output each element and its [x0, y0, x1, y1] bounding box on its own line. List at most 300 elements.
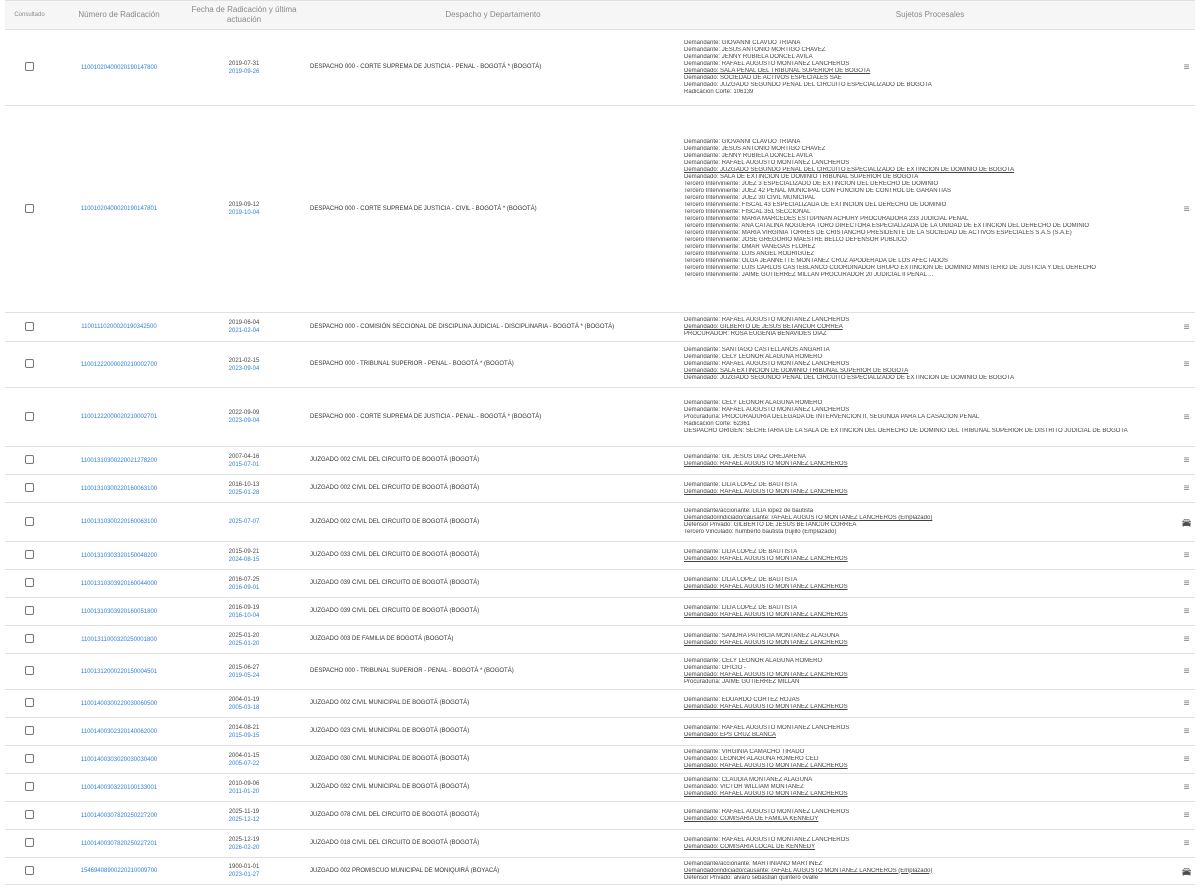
car-icon[interactable]: 🚘 [1181, 517, 1192, 527]
checkbox-icon[interactable] [25, 606, 34, 615]
consultado-cell [5, 570, 54, 598]
actions-cell [1178, 106, 1195, 313]
sujeto-procesal-line: Demandado: RAFAEL AUGUSTO MONTAÑEZ LANCHEROS [684, 488, 848, 495]
sujeto-procesal-line: Demandante: GIOVANNI CLAVIJO TRIANA [684, 139, 801, 145]
consultado-cell [5, 654, 54, 690]
hamburger-menu-icon[interactable]: ≡ [1183, 666, 1190, 677]
sujeto-procesal-line: DESPACHO ORIGEN: SECRETARIA DE LA SALA DE EXTINCION DEL DERECHO DE DOMINIO DEL TRIBUNAL SUPERIOR DE DISTRITO JUDICIAL DE BOGOTA [684, 427, 1128, 434]
despacho-cell: JUZGADO 078 CIVIL DEL CIRCUITO DE BOGOTÁ (BOGOTÁ) [304, 802, 682, 830]
hamburger-menu-icon[interactable]: ≡ [1183, 838, 1190, 849]
consultado-cell [5, 475, 54, 503]
fecha-cell [184, 106, 304, 313]
numero-radicacion-cell [54, 342, 184, 388]
despacho-cell: JUZGADO 033 CIVIL DEL CIRCUITO DE BOGOTÁ (BOGOTÁ) [304, 542, 682, 570]
actions-cell [1178, 626, 1195, 654]
consultado-cell [5, 718, 54, 746]
sujetos-procesales-cell [682, 570, 1178, 598]
despacho-cell: JUZGADO 002 PROMISCUO MUNICIPAL DE MONIQUIRÁ (BOYACÁ) [304, 858, 682, 885]
fecha-radicacion: 2015-06-27 [228, 664, 260, 671]
numero-radicacion-link[interactable]: 11001312000220150004501 [80, 668, 158, 675]
numero-radicacion-cell [54, 690, 184, 718]
sujeto-procesal-line: Demandado: RAFAEL AUGUSTO MONTAÑEZ LANCHEROS [684, 671, 848, 678]
fecha-cell [184, 447, 304, 475]
numero-radicacion-cell [54, 746, 184, 774]
ultima-actuacion-link[interactable]: 2026-02-20 [228, 844, 260, 851]
numero-radicacion-link[interactable]: 11001310300220160063100 [80, 485, 158, 492]
sujeto-procesal-line: Demandado: GILBERTO DE JESUS BETANCUR CORREA [684, 323, 843, 330]
table-row[interactable] [5, 802, 1195, 830]
checkbox-icon[interactable] [25, 698, 34, 707]
numero-radicacion-cell [54, 858, 184, 885]
consultado-cell [5, 690, 54, 718]
hamburger-menu-icon[interactable]: ≡ [1183, 606, 1190, 617]
actions-cell [1178, 388, 1195, 447]
checkbox-icon[interactable] [25, 666, 34, 675]
sujeto-procesal-line: Demandante: CELY LEONOR ALAGUNA ROMERO [684, 354, 823, 360]
numero-radicacion-link[interactable]: 11001110200020190342500 [81, 324, 157, 330]
consultado-cell [5, 598, 54, 626]
numero-radicacion-link[interactable]: 11001400307820250227200 [80, 812, 158, 819]
checkbox-icon[interactable] [25, 810, 34, 819]
actions-cell [1178, 475, 1195, 503]
despacho-cell: DESPACHO 000 - TRIBUNAL SUPERIOR - PENAL - BOGOTÁ * (BOGOTÁ) [304, 654, 682, 690]
table-row[interactable] [5, 774, 1195, 802]
table-row[interactable] [5, 690, 1195, 718]
checkbox-icon[interactable] [25, 866, 34, 875]
despacho-cell: JUZGADO 039 CIVIL DEL CIRCUITO DE BOGOTÁ (BOGOTÁ) [304, 598, 682, 626]
hamburger-menu-icon[interactable]: ≡ [1183, 455, 1190, 466]
despacho-cell: JUZGADO 032 CIVIL MUNICIPAL DE BOGOTÁ (BOGOTÁ) [304, 774, 682, 802]
ultima-actuacion-link[interactable]: 2024-08-15 [228, 556, 260, 563]
fecha-cell [184, 690, 304, 718]
table-row[interactable] [5, 570, 1195, 598]
sujetos-procesales-cell [682, 690, 1178, 718]
checkbox-icon[interactable] [25, 62, 34, 71]
ultima-actuacion-link[interactable]: 2016-10-04 [228, 612, 260, 619]
numero-radicacion-link[interactable]: 11001310303920160051800 [80, 608, 158, 615]
numero-radicacion-cell [54, 802, 184, 830]
sujeto-procesal-line: Tercero Interviniente: JUEZ 42 PENAL MUNICIPAL CON FUNCION DE CONTROL DE GARANTIAS [684, 188, 951, 194]
sujeto-procesal-line: Demandado: COMISARIA DE FAMILIA KENNEDY [684, 815, 819, 822]
hamburger-menu-icon[interactable]: ≡ [1183, 321, 1190, 333]
hamburger-menu-icon[interactable]: ≡ [1183, 754, 1190, 765]
sujeto-procesal-line: Tercero Interviniente: LUIS CARLOS CASTEBLANCO COORDINADOR GRUPO EXTINCION DE DOMINIO MINISTERIO DE JUSTICIA Y DEL DERECHO [684, 265, 1096, 271]
table-row[interactable] [5, 858, 1195, 885]
ultima-actuacion-link[interactable]: 2025-01-20 [228, 640, 260, 647]
sujeto-procesal-line: Tercero Interviniente: LUIS ANGEL RODRIGUEZ [684, 251, 815, 257]
sujeto-procesal-line: Demandante: CELY LEONOR ALAGUNA ROMERO [684, 399, 823, 406]
sujeto-procesal-line: Demandado: RAFAEL AUGUSTO MONTAÑEZ LANCHEROS [684, 791, 848, 797]
sujeto-procesal-line: Procuraduría: JAIME GUTIERREZ MILLAN [684, 678, 800, 685]
header-sujetos-procesales[interactable]: Sujetos Procesales [682, 1, 1178, 30]
actions-cell [1178, 503, 1195, 542]
results-table [5, 0, 1195, 885]
actions-cell [1178, 342, 1195, 388]
sujeto-procesal-line: Demandado: RAFAEL AUGUSTO MONTAÑEZ LANCHEROS [684, 763, 848, 769]
actions-cell [1178, 313, 1195, 342]
sujeto-procesal-line: Demandado: RAFAEL AUGUSTO MONTAÑEZ LANCHEROS [684, 703, 848, 710]
sujeto-procesal-line: Demandante: SANTIAGO CASTELLANOS ANGARITA [684, 347, 830, 353]
sujetos-procesales-cell [682, 774, 1178, 802]
sujeto-procesal-line: Demandante: JESUS ANTONIO MORTIGO CHAVEZ [684, 46, 826, 53]
despacho-cell: JUZGADO 002 CIVIL DEL CIRCUITO DE BOGOTÁ (BOGOTÁ) [304, 447, 682, 475]
numero-radicacion-cell [54, 654, 184, 690]
ultima-actuacion-link[interactable]: 2019-10-04 [228, 210, 260, 216]
despacho-cell: DESPACHO 000 - COMISIÓN SECCIONAL DE DISCIPLINA JUDICIAL - DISCIPLINARIA - BOGOTÁ * (BOGOTÁ) [304, 313, 682, 342]
sujeto-procesal-line: Demandante: EDUARDO CORTEZ ROJAS [684, 696, 800, 703]
sujeto-procesal-line: Demandado: JUZGADO SEGUNDO PENAL DEL CIRCUITO ESPECIALIZADO DE BOGOTA [684, 81, 932, 88]
header-numero-radicacion[interactable]: Número de Radicación [54, 1, 184, 30]
hamburger-menu-icon[interactable]: ≡ [1183, 483, 1190, 494]
consultado-cell [5, 626, 54, 654]
hamburger-menu-icon[interactable]: ≡ [1183, 782, 1190, 793]
numero-radicacion-link[interactable]: 11001020400020190147801 [80, 206, 158, 212]
ultima-actuacion-link[interactable]: 2023-09-04 [228, 418, 260, 424]
table-row[interactable] [5, 106, 1195, 313]
numero-radicacion-cell [54, 570, 184, 598]
table-row[interactable] [5, 313, 1195, 342]
numero-radicacion-link[interactable]: 11001310303320150048200 [80, 552, 158, 559]
ultima-actuacion-link[interactable]: 2025-07-07 [228, 519, 260, 525]
consultado-cell [5, 313, 54, 342]
sujeto-procesal-line: Demandante: RAFAEL AUGUSTO MONTAÑEZ LANCHEROS [684, 808, 850, 815]
sujeto-procesal-line: Tercero Interviniente: JAIME GUTIERREZ MILLAN PROCURADOR 20 JUDICIAL II PENAL ... [684, 272, 934, 278]
header-fecha[interactable]: Fecha de Radicación y última actuación [184, 1, 304, 30]
fecha-radicacion: 2016-07-25 [228, 576, 260, 583]
table-row[interactable] [5, 598, 1195, 626]
car-icon[interactable]: 🚘 [1181, 866, 1192, 876]
actions-cell [1178, 30, 1195, 106]
hamburger-menu-icon[interactable]: ≡ [1183, 203, 1190, 215]
sujeto-procesal-line: Demandante: JESUS ANTONIO MORTIGO CHAVEZ [684, 146, 826, 152]
consultado-cell [5, 774, 54, 802]
fecha-cell [184, 570, 304, 598]
actions-cell [1178, 542, 1195, 570]
actions-cell [1178, 858, 1195, 885]
table-row[interactable] [5, 830, 1195, 858]
actions-cell [1178, 598, 1195, 626]
sujetos-procesales-cell [682, 830, 1178, 858]
numero-radicacion-cell [54, 503, 184, 542]
sujetos-procesales-cell [682, 342, 1178, 388]
sujeto-procesal-line: Demandado: RAFAEL AUGUSTO MONTAÑEZ LANCHEROS [684, 555, 848, 562]
numero-radicacion-link[interactable]: 11001310303920160044000 [80, 580, 158, 587]
fecha-cell [184, 388, 304, 447]
fecha-cell [184, 542, 304, 570]
sujeto-procesal-line: Tercero Interviniente: ANA CATALINA NOGUERA TORO DIRECTORA ESPECIALIZADA DE LA UNIDAD DE EXTINCIÓN DEL DERECHO DE DOMINIO [684, 223, 1089, 229]
table-row[interactable] [5, 718, 1195, 746]
sujetos-procesales-cell [682, 654, 1178, 690]
hamburger-menu-icon[interactable]: ≡ [1183, 578, 1190, 589]
checkbox-icon[interactable] [25, 483, 34, 492]
fecha-radicacion: 2025-12-19 [228, 836, 260, 843]
despacho-cell: JUZGADO 030 CIVIL MUNICIPAL DE BOGOTÁ (BOGOTÁ) [304, 746, 682, 774]
fecha-cell [184, 598, 304, 626]
actions-cell [1178, 654, 1195, 690]
table-row[interactable] [5, 475, 1195, 503]
fecha-cell [184, 626, 304, 654]
actions-cell [1178, 774, 1195, 802]
sujeto-procesal-line: Demandado: RAFAEL AUGUSTO MONTAÑEZ LANCHEROS [684, 460, 848, 467]
sujeto-procesal-line: Demandado: LEONOR ALAGUNA ROMERO CELI [684, 756, 819, 762]
sujeto-procesal-line: PROCURADOR: ROSA EUGENIA BENAVIDES DIAZ [684, 330, 827, 337]
table-row[interactable] [5, 746, 1195, 774]
numero-radicacion-cell [54, 830, 184, 858]
sujetos-procesales-cell [682, 106, 1178, 313]
ultima-actuacion-link[interactable]: 2025-12-12 [228, 816, 260, 823]
sujetos-procesales-cell [682, 718, 1178, 746]
fecha-radicacion: 2007-04-16 [228, 453, 260, 460]
table-body [5, 30, 1195, 885]
sujeto-procesal-line: Demandante: GIL JESUS DIAZ OREJARENA [684, 453, 806, 460]
checkbox-icon[interactable] [25, 782, 34, 791]
sujeto-procesal-line: Tercero Interviniente: FISCAL 351 SECCIONAL [684, 209, 811, 215]
actions-cell [1178, 447, 1195, 475]
fecha-radicacion: 2016-09-19 [228, 604, 260, 611]
ultima-actuacion-link[interactable]: 2019-05-24 [228, 672, 260, 679]
sujeto-procesal-line: Demandado: SOCIEDAD DE ACTIVOS ESPECIALES SAE [684, 74, 842, 81]
table-row[interactable] [5, 654, 1195, 690]
fecha-cell [184, 802, 304, 830]
numero-radicacion-link[interactable]: 11001400303020030030400 [80, 756, 158, 763]
sujeto-procesal-line: Demandado: COMISARIA LOCAL DE KENNEDY [684, 843, 816, 850]
table-row[interactable] [5, 542, 1195, 570]
sujeto-procesal-line: Demandado: VICTOR WILLIAM MONTAÑEZ [684, 784, 804, 790]
sujeto-procesal-line: Demandante: LILIA LOPEZ DE BAUTISTA [684, 548, 798, 555]
sujeto-procesal-line: Demandante: VIRGINIA CAMACHO TIRADO [684, 749, 805, 755]
sujeto-procesal-line: Demandado: RAFAEL AUGUSTO MONTAÑEZ LANCHEROS [684, 639, 848, 646]
ultima-actuacion-link[interactable]: 2015-09-15 [228, 732, 260, 739]
sujeto-procesal-line: Tercero Interviniente: OMAR VANEGAS FLOREZ [684, 244, 816, 250]
sujeto-procesal-line: Procuraduría: PROCURADURÍA DELEGADA DE INTERVENCIÓN II, SEGUNDA PARA LA CASACIÓN PENAL [684, 413, 980, 420]
header-consultado[interactable]: Consultado [5, 1, 54, 30]
sujeto-procesal-line: Demandante: RAFAEL AUGUSTO MONTAÑEZ LANCHEROS [684, 406, 850, 413]
table-row[interactable] [5, 342, 1195, 388]
sujeto-procesal-line: Demandante: LILIA LOPEZ DE BAUTISTA [684, 481, 798, 488]
despacho-cell: JUZGADO 039 CIVIL DEL CIRCUITO DE BOGOTÁ (BOGOTÁ) [304, 570, 682, 598]
numero-radicacion-link[interactable]: 11001400300220030060500 [80, 700, 158, 707]
despacho-cell: DESPACHO 000 - CORTE SUPREMA DE JUSTICIA - PENAL - BOGOTÁ * (BOGOTÁ) [304, 388, 682, 447]
despacho-cell: JUZGADO 002 CIVIL DEL CIRCUITO DE BOGOTÁ (BOGOTÁ) [304, 475, 682, 503]
sujeto-procesal-line: Demandante: JENNY RUBIELA DONCEL AVILA [684, 53, 813, 60]
numero-radicacion-link[interactable]: 11001400307820250227201 [80, 840, 158, 847]
checkbox-icon[interactable] [25, 517, 34, 526]
sujetos-procesales-cell [682, 447, 1178, 475]
fecha-radicacion: 2019-09-12 [228, 202, 260, 208]
fecha-radicacion: 2004-01-19 [228, 696, 260, 703]
numero-radicacion-cell [54, 30, 184, 106]
ultima-actuacion-link[interactable]: 2019-09-26 [228, 68, 260, 75]
sujeto-procesal-line: Demandado: JUZGADO SEGUNDO PENAL DEL CIRCUITO ESPECIALIZADO DE EXTINCION DE DOMINIO DE BOGOTA [684, 375, 1015, 381]
sujeto-procesal-line: Tercero Interviniente: JUEZ 3 ESPECIALIZADO DE EXTINCION DEL DERECHO DE DOMINIO [684, 181, 939, 187]
hamburger-menu-icon[interactable]: ≡ [1183, 62, 1190, 73]
sujeto-procesal-line: Defensor Privado: alvaro sebastian quintero ovalle [684, 874, 819, 881]
ultima-actuacion-link[interactable]: 2005-03-18 [228, 704, 260, 711]
numero-radicacion-link[interactable]: 11001222000020210002701 [80, 414, 158, 420]
fecha-radicacion: 2021-02-15 [228, 357, 260, 364]
consultado-cell [5, 342, 54, 388]
sujeto-procesal-line: Demandado: SALA DE EXTINCION DE DOMINIO TRIBUNAL SUPERIOR DE BOGOTA [684, 174, 919, 180]
numero-radicacion-link[interactable]: 11001222000020210002700 [80, 361, 158, 368]
sujeto-procesal-line: Tercero Interviniente: JUEZ 30 CIVIL MUNICIPAL [684, 195, 816, 201]
checkbox-icon[interactable] [25, 578, 34, 587]
numero-radicacion-link[interactable]: 15469408900220210009700 [80, 868, 158, 874]
checkbox-icon[interactable] [25, 204, 34, 213]
checkbox-icon[interactable] [25, 838, 34, 847]
sujeto-procesal-line: Demandante: RAFAEL AUGUSTO MONTAÑEZ LANCHEROS [684, 724, 850, 731]
sujeto-procesal-line: Demandante: OFICIO - [684, 664, 747, 671]
sujeto-procesal-line: Demandante: RAFAEL AUGUSTO MONTAÑEZ LANCHEROS [684, 361, 850, 367]
fecha-cell [184, 858, 304, 885]
checkbox-icon[interactable] [25, 726, 34, 735]
sujetos-procesales-cell [682, 598, 1178, 626]
sujeto-procesal-line: Demandante/accionante: LILIA lopez de bautista [684, 508, 814, 514]
fecha-cell [184, 830, 304, 858]
sujeto-procesal-line: Demandante: RAFAEL AUGUSTO MONTAÑEZ LANCHEROS [684, 160, 850, 166]
fecha-radicacion: 2016-10-13 [228, 481, 260, 488]
sujeto-procesal-line: Demandante/accionante: MARTINIANO MARTINEZ [684, 860, 823, 867]
numero-radicacion-link[interactable]: 11001311000320250001800 [81, 636, 157, 643]
fecha-radicacion: 2010-09-06 [228, 780, 260, 787]
sujeto-procesal-line: Demandado: RAFAEL AUGUSTO MONTAÑEZ LANCHEROS [684, 583, 848, 590]
hamburger-menu-icon[interactable]: ≡ [1183, 726, 1190, 737]
fecha-cell [184, 30, 304, 106]
fecha-radicacion: 2025-11-19 [228, 808, 260, 815]
sujeto-procesal-line: Demandado: RAFAEL AUGUSTO MONTAÑEZ LANCHEROS [684, 611, 848, 618]
sujeto-procesal-line: Demandado: JUZGADO SEGUNDO PENAL DEL CIRCUITO ESPECIALIZADO DE EXTINCION DE DOMINIO DE BOGOTA [684, 167, 1015, 173]
hamburger-menu-icon[interactable]: ≡ [1183, 411, 1190, 423]
fecha-cell [184, 774, 304, 802]
sujetos-procesales-cell [682, 30, 1178, 106]
actions-cell [1178, 746, 1195, 774]
numero-radicacion-cell [54, 388, 184, 447]
consultado-cell [5, 802, 54, 830]
fecha-cell [184, 718, 304, 746]
table-header-row [5, 1, 1195, 30]
checkbox-icon[interactable] [25, 754, 34, 763]
ultima-actuacion-link[interactable]: 2016-09-01 [228, 584, 260, 591]
numero-radicacion-cell [54, 774, 184, 802]
actions-cell [1178, 718, 1195, 746]
numero-radicacion-link[interactable]: 11001400302320140062000 [80, 728, 158, 735]
numero-radicacion-link[interactable]: 11001310300220021278200 [80, 457, 158, 464]
actions-cell [1178, 570, 1195, 598]
hamburger-menu-icon[interactable]: ≡ [1183, 550, 1190, 561]
fecha-radicacion: 2022-09-09 [228, 410, 260, 416]
fecha-radicacion: 2025-01-20 [228, 632, 260, 639]
despacho-cell: JUZGADO 002 CIVIL MUNICIPAL DE BOGOTÁ (BOGOTÁ) [304, 690, 682, 718]
fecha-radicacion: 2019-06-04 [228, 320, 260, 326]
sujeto-procesal-line: Demandante: LILIA LOPEZ DE BAUTISTA [684, 576, 798, 583]
header-actions [1178, 1, 1195, 30]
numero-radicacion-link[interactable]: 11001310300220160063100 [80, 519, 158, 525]
sujeto-procesal-line: Defensor Privado: GILBERTO DE JESUS BETANCUR CORREA [684, 522, 857, 528]
fecha-radicacion: 2004-01-15 [228, 752, 260, 759]
sujeto-procesal-line: Tercero Interviniente: MARIA VIRGINIA TORRES DE CRISTANCHO PRESIDENTE DE LA SOCIEDAD DE ACTIVOS ESPECIALES S.A.S (S.A.E) [684, 230, 1072, 236]
checkbox-icon[interactable] [25, 634, 34, 643]
sujeto-procesal-line: Demandado/indiciado/causante: rAFAEL AUGUSTO MONTAÑEZ LANCHEROS (Emplazado) [684, 515, 933, 521]
consultado-cell [5, 542, 54, 570]
hamburger-menu-icon[interactable]: ≡ [1183, 359, 1190, 370]
sujeto-procesal-line: Demandante: CLAUDIA MONTAÑEZ ALAGUNA [684, 777, 813, 783]
ultima-actuacion-link[interactable]: 2011-01-20 [228, 788, 260, 795]
ultima-actuacion-link[interactable]: 2021-02-04 [228, 328, 260, 334]
hamburger-menu-icon[interactable]: ≡ [1183, 810, 1190, 821]
checkbox-icon[interactable] [25, 550, 34, 559]
ultima-actuacion-link[interactable]: 2015-07-01 [228, 461, 260, 468]
hamburger-menu-icon[interactable]: ≡ [1183, 698, 1190, 709]
numero-radicacion-cell [54, 106, 184, 313]
actions-cell [1178, 802, 1195, 830]
checkbox-icon[interactable] [25, 455, 34, 464]
numero-radicacion-link[interactable]: 11001400303220100133001 [80, 784, 158, 791]
sujeto-procesal-line: Tercero Interviniente: OLGA JEANNETTE MONTAÑEZ CRUZ APODERADA DE LOS AFECTADOS [684, 258, 948, 264]
ultima-actuacion-link[interactable]: 2023-09-04 [228, 365, 260, 372]
sujetos-procesales-cell [682, 542, 1178, 570]
despacho-cell: DESPACHO 000 - CORTE SUPREMA DE JUSTICIA - CIVIL - BOGOTÁ * (BOGOTÁ) [304, 106, 682, 313]
numero-radicacion-cell [54, 718, 184, 746]
sujeto-procesal-line: Demandante: LILIA LOPEZ DE BAUTISTA [684, 604, 798, 611]
table-row[interactable] [5, 447, 1195, 475]
consultado-cell [5, 858, 54, 885]
fecha-cell [184, 503, 304, 542]
table-row[interactable] [5, 626, 1195, 654]
actions-cell [1178, 830, 1195, 858]
fecha-radicacion: 2015-09-21 [228, 548, 260, 555]
sujeto-procesal-line: Radicación Corte: 106139 [684, 88, 754, 95]
despacho-cell: DESPACHO 000 - TRIBUNAL SUPERIOR - PENAL - BOGOTÁ * (BOGOTÁ) [304, 342, 682, 388]
ultima-actuacion-link[interactable]: 2025-01-28 [228, 489, 260, 496]
ultima-actuacion-link[interactable]: 2005-07-22 [228, 760, 260, 767]
checkbox-icon[interactable] [25, 322, 34, 331]
despacho-cell: JUZGADO 018 CIVIL DEL CIRCUITO DE BOGOTÁ (BOGOTÁ) [304, 830, 682, 858]
header-despacho[interactable]: Despacho y Departamento [304, 1, 682, 30]
sujetos-procesales-cell [682, 475, 1178, 503]
fecha-cell [184, 654, 304, 690]
hamburger-menu-icon[interactable]: ≡ [1183, 634, 1190, 645]
sujeto-procesal-line: Tercero Vinculado: humberto bautista trujillo (Emplazado) [684, 529, 837, 535]
consultado-cell [5, 503, 54, 542]
sujetos-procesales-cell [682, 626, 1178, 654]
sujeto-procesal-line: Demandante: CELY LEONOR ALAGUNA ROMERO [684, 657, 823, 664]
sujeto-procesal-line: Tercero Interviniente: MARIA MARCEDES ESTUPIÑAN ACHURY PROCURADORA 233 JUDICIAL PENAL [684, 216, 969, 222]
sujeto-procesal-line: Demandado: EPS CRUZ BLANCA [684, 731, 777, 738]
sujeto-procesal-line: Demandado: SALA EXTINCIÓN DE DOMINIO TRIBUNAL SUPERIOR DE BOGOTA [684, 368, 909, 374]
sujeto-procesal-line: Demandante: GIOVANNI CLAVIJO TRIANA [684, 39, 801, 46]
ultima-actuacion-link[interactable]: 2023-01-27 [228, 872, 260, 878]
sujeto-procesal-line: Tercero Interviniente: JOSE GREGORIO MAESTRE BELLO DEFENSOR PUBLICO [684, 237, 907, 243]
actions-cell [1178, 690, 1195, 718]
table-row[interactable] [5, 30, 1195, 106]
sujeto-procesal-line: Demandado/indiciado/causante: rAFAEL AUGUSTO MONTAÑEZ LANCHEROS (Emplazado) [684, 867, 933, 874]
despacho-cell: JUZGADO 003 DE FAMILIA DE BOGOTÁ (BOGOTÁ) [304, 626, 682, 654]
table-row[interactable] [5, 503, 1195, 542]
table-row[interactable] [5, 388, 1195, 447]
numero-radicacion-link[interactable]: 11001020400020190147800 [80, 64, 158, 71]
fecha-radicacion: 1900-01-01 [228, 864, 260, 870]
sujetos-procesales-cell [682, 802, 1178, 830]
fecha-cell [184, 746, 304, 774]
fecha-radicacion: 2019-07-31 [228, 60, 260, 67]
fecha-cell [184, 475, 304, 503]
sujeto-procesal-line: Demandante: RAFAEL AUGUSTO MONTAÑEZ LANCHEROS [684, 316, 850, 323]
sujeto-procesal-line: Demandante: SANDRA PATRICIA MONTAÑEZ ALAGUNA [684, 632, 840, 639]
sujeto-procesal-line: Demandante: RAFAEL AUGUSTO MONTAÑEZ LANCHEROS [684, 60, 850, 67]
checkbox-icon[interactable] [25, 412, 34, 421]
consultado-cell [5, 830, 54, 858]
checkbox-icon[interactable] [25, 359, 34, 368]
consultado-cell [5, 388, 54, 447]
